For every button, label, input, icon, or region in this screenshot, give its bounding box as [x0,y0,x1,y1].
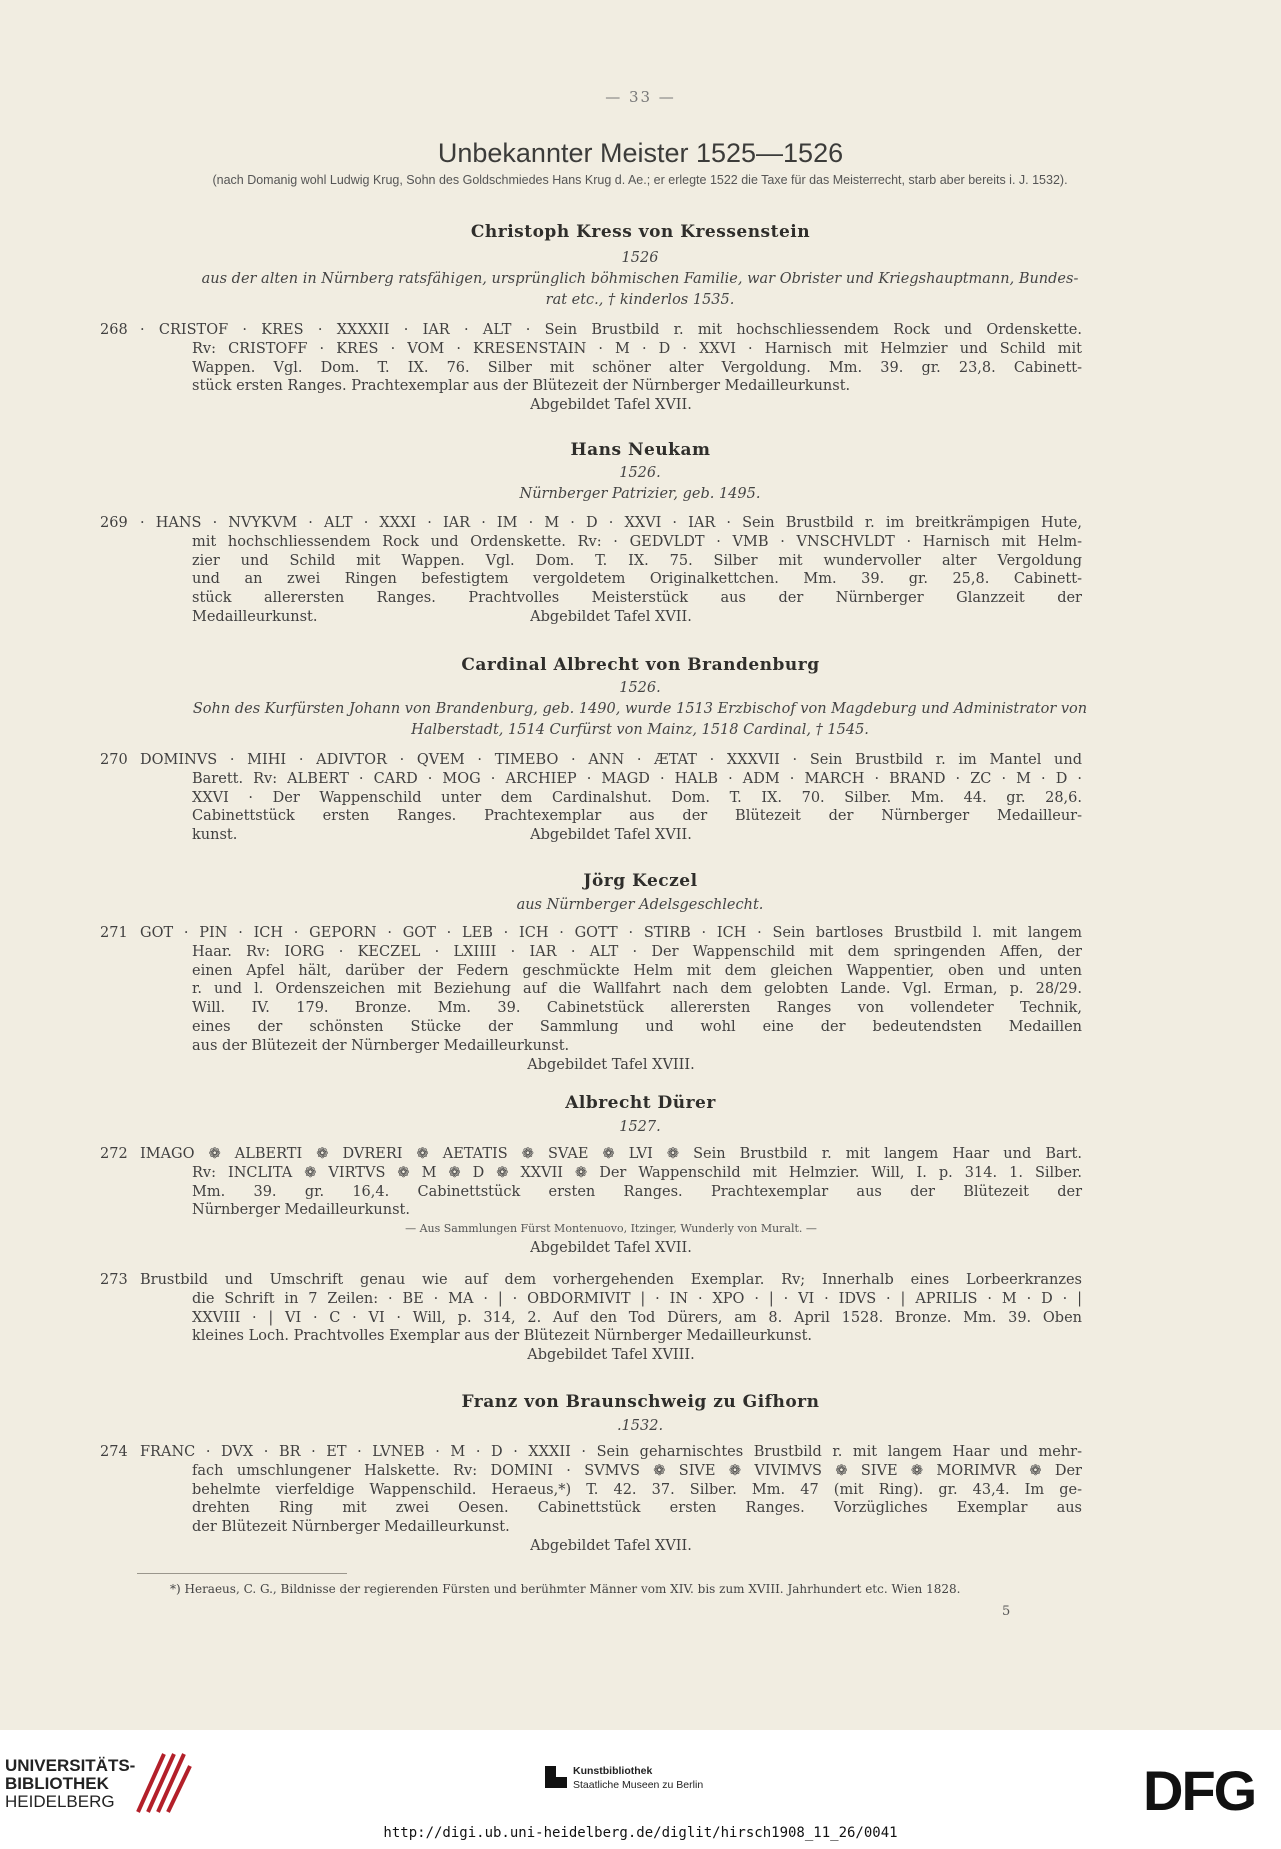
plate-reference: Abgebildet Tafel XVII. [530,1537,692,1554]
catalog-entry [100,1145,1082,1258]
section-meta [95,248,1185,311]
footnote: *) Heraeus, C. G., Bildnisse der regierenden Fürsten und berühmter Männer vom XIV. bis zum XVIII. Jahrhundert etc. Wien 1828. [170,1582,961,1596]
entry-number: 272 [100,1146,128,1162]
entry-number: 268 [100,322,128,338]
entry-number: 271 [100,925,128,941]
entry-line: FRANC · DVX · BR · ET · LVNEB · M · D · XXXII · Sein geharnischtes Brustbild r. mit langem Haar und mehr- [140,1444,1082,1460]
section-bio: aus Nürnberger Adelsgeschlecht. [516,897,764,913]
page-number: — 33 — [605,88,676,106]
catalog-entry [100,1443,1082,1556]
logo-line: HEIDELBERG [5,1792,115,1811]
entry-line: kunst. [192,827,238,844]
plate-reference: Abgebildet Tafel XVII. [530,826,692,843]
catalog-entry [100,924,1082,1074]
section-meta [95,463,1185,505]
page-title: Unbekannter Meister 1525—1526 [437,138,844,168]
entry-line: die Schrift in 7 Zeilen: · BE · MA · | · OBDORMIVIT | · IN · XPO · | · VI · IDVS · | APRILIS · M · D · | [192,1290,1082,1307]
section-bio: Nürnberger Patrizier, geb. 1495. [519,486,761,502]
entry-line: Barett. Rv: ALBERT · CARD · MOG · ARCHIEP · MAGD · HALB · ADM · MARCH · BRAND · ZC · M · D · [192,770,1082,787]
provenance-note: — Aus Sammlungen Fürst Montenuovo, Itzinger, Wunderly von Muralt. — [405,1222,817,1236]
entry-line: DOMINVS · MIHI · ADIVTOR · QVEM · TIMEBO · ANN · ÆTAT · XXXVII · Sein Brustbild r. im Mantel und [140,752,1082,768]
entry-line: Mm. 39. gr. 16,4. Cabinettstück ersten Ranges. Prachtexemplar aus der Blütezeit der [192,1183,1082,1200]
entry-line: fach umschlungener Halskette. Rv: DOMINI · SVMVS ❁ SIVE ❁ VIVIMVS ❁ SIVE ❁ MORIMVR ❁ Der [192,1462,1082,1479]
section-meta [95,1117,1185,1138]
entry-line: drehten Ring mit zwei Oesen. Cabinettstück ersten Ranges. Vorzügliches Exemplar aus [192,1500,1082,1517]
plate-reference: Abgebildet Tafel XVIII. [527,1056,695,1073]
museum-logo-text[interactable] [573,1764,703,1792]
entry-line: behelmte vierfeldige Wappenschild. Heraeus,*) T. 42. 37. Silber. Mm. 47 (mit Ring). gr. 43,4. Im ge- [192,1481,1082,1498]
entry-line: Wappen. Vgl. Dom. T. IX. 76. Silber mit schöner alter Vergoldung. Mm. 39. gr. 23,8. Cabinett- [192,359,1082,376]
entry-line: der Blütezeit Nürnberger Medailleurkunst. [192,1519,510,1536]
entry-line: Cabinettstück ersten Ranges. Prachtexemplar aus der Blütezeit der Nürnberger Medailleur- [192,808,1082,825]
section-year: 1527. [619,1119,661,1135]
university-library-logo[interactable] [5,1757,135,1811]
section-bio: rat etc., † kinderlos 1535. [545,292,735,308]
section-heading: Jörg Keczel [583,871,698,891]
entry-line: und an zwei Ringen befestigtem vergoldetem Originalkettchen. Mm. 39. gr. 25,8. Cabinett- [192,571,1082,588]
section-year: 1526. [619,680,661,696]
entry-line: Nürnberger Medailleurkunst. [192,1202,410,1219]
entry-line: Will. IV. 179. Bronze. Mm. 39. Cabinetstück allerersten Ranges von vollendeter Technik, [192,1000,1082,1017]
entry-number: 269 [100,515,128,531]
entry-line: aus der Blütezeit der Nürnberger Medailleurkunst. [192,1037,570,1054]
entry-line: einen Apfel hält, darüber der Federn geschmückte Helm mit dem gleichen Wappentier, oben und unten [192,962,1082,979]
entry-line: eines der schönsten Stücke der Sammlung und wohl eine der bedeutendsten Medaillen [192,1018,1082,1035]
permalink-url[interactable]: http://digi.ub.uni-heidelberg.de/diglit/hirsch1908_11_26/0041 [383,1825,898,1841]
section-meta [95,895,1185,916]
plate-reference: Abgebildet Tafel XVII. [530,608,692,625]
entry-line: XXVIII · | VI · C · VI · Will, p. 314, 2. Auf den Tod Dürers, am 8. April 1528. Bronze. Mm. 39. Oben [192,1309,1082,1326]
catalog-entry [100,321,1082,415]
entry-line: mit hochschliessendem Rock und Ordenskette. Rv: · GEDVLDT · VMB · VNSCHVLDT · Harnisch mit Helm- [192,533,1082,550]
entry-line: Rv: INCLITA ❁ VIRTVS ❁ M ❁ D ❁ XXVII ❁ Der Wappenschild mit Helmzier. Will, I. p. 314. 1. Silber. [192,1164,1082,1181]
section-meta [95,678,1185,741]
plate-reference: Abgebildet Tafel XVII. [530,397,692,414]
catalog-entry [100,751,1082,845]
entry-line: r. und l. Ordenszeichen mit Beziehung auf die Wallfahrt nach dem gelobten Lande. Vgl. Erman, p. 28/29. [192,981,1082,998]
footnote-divider [137,1573,347,1574]
entry-number: 273 [100,1272,128,1288]
section-bio: aus der alten in Nürnberg ratsfähigen, ursprünglich böhmischen Familie, war Obrister und Kriegshauptmann, Bundes- [201,271,1079,287]
museum-logo-icon [545,1766,567,1788]
entry-line: kleines Loch. Prachtvolles Exemplar aus der Blütezeit Nürnberger Medailleurkunst. [192,1328,813,1345]
university-seal-icon [134,1746,192,1816]
entry-line: stück ersten Ranges. Prachtexemplar aus der Blütezeit der Nürnberger Medailleurkunst. [192,378,851,395]
dfg-logo[interactable]: DFG [1143,1759,1256,1822]
section-meta [95,1416,1185,1437]
entry-number: 270 [100,752,128,768]
section-year: .1532. [616,1418,664,1434]
entry-line: stück allerersten Ranges. Prachtvolles Meisterstück aus der Nürnberger Glanzzeit der [192,590,1082,607]
entry-line: zier und Schild mit Wappen. Vgl. Dom. T. IX. 75. Silber mit wundervoller alter Vergoldung [192,552,1082,569]
museum-subname: Staatliche Museen zu Berlin [573,1779,704,1791]
logo-line: BIBLIOTHEK [5,1774,109,1793]
entry-line: XXVI · Der Wappenschild unter dem Cardinalshut. Dom. T. IX. 70. Silber. Mm. 44. gr. 28,6. [192,789,1082,806]
section-bio: Halberstadt, 1514 Curfürst von Mainz, 1518 Cardinal, † 1545. [411,722,869,738]
museum-name: Kunstbibliothek [573,1765,653,1777]
entry-line: IMAGO ❁ ALBERTI ❁ DVRERI ❁ AETATIS ❁ SVAE ❁ LVI ❁ Sein Brustbild r. mit langem Haar und Bart. [140,1146,1082,1162]
section-year: 1526 [621,250,659,266]
section-heading: Hans Neukam [570,440,711,460]
catalog-entry [100,514,1082,627]
section-heading: Franz von Braunschweig zu Gifhorn [461,1392,820,1412]
entry-number: 274 [100,1444,128,1460]
plate-reference: Abgebildet Tafel XVIII. [527,1347,695,1364]
catalog-entry [100,1271,1082,1365]
section-year: 1526. [619,465,661,481]
page-signature: 5 [1002,1604,1011,1619]
plate-reference: Abgebildet Tafel XVII. [530,1239,692,1256]
entry-line: Medailleurkunst. [192,608,318,625]
page-subtitle: (nach Domanig wohl Ludwig Krug, Sohn des Goldschmiedes Hans Krug d. Ae.; er erlegte 1522 die Taxe für das Meisterrecht, starb aber bereits i. J. 1532). [212,173,1068,187]
entry-line: Brustbild und Umschrift genau wie auf dem vorhergehenden Exemplar. Rv; Innerhalb eines Lorbeerkranzes [140,1272,1082,1288]
section-heading: Cardinal Albrecht von Brandenburg [461,655,820,675]
entry-line: GOT · PIN · ICH · GEPORN · GOT · LEB · ICH · GOTT · STIRB · ICH · Sein bartloses Brustbild l. mit langem [140,925,1082,941]
section-heading: Albrecht Dürer [565,1093,716,1113]
entry-line: Haar. Rv: IORG · KECZEL · LXIIII · IAR · ALT · Der Wappenschild mit dem springenden Affen, der [192,943,1082,960]
logo-line: UNIVERSITÄTS- [5,1756,136,1775]
section-bio: Sohn des Kurfürsten Johann von Brandenburg, geb. 1490, wurde 1513 Erzbischof von Magdeburg und Administrator von [192,701,1088,717]
entry-line: · CRISTOF · KRES · XXXXII · IAR · ALT · Sein Brustbild r. mit hochschliessendem Rock und Ordenskette. [140,322,1082,338]
entry-line: Rv: CRISTOFF · KRES · VOM · KRESENSTAIN · M · D · XXVI · Harnisch mit Helmzier und Schild mit [192,340,1082,357]
entry-line: · HANS · NVYKVM · ALT · XXXI · IAR · IM · M · D · XXVI · IAR · Sein Brustbild r. im breitkrämpigen Hute, [140,515,1082,531]
section-heading: Christoph Kress von Kressenstein [470,222,811,242]
